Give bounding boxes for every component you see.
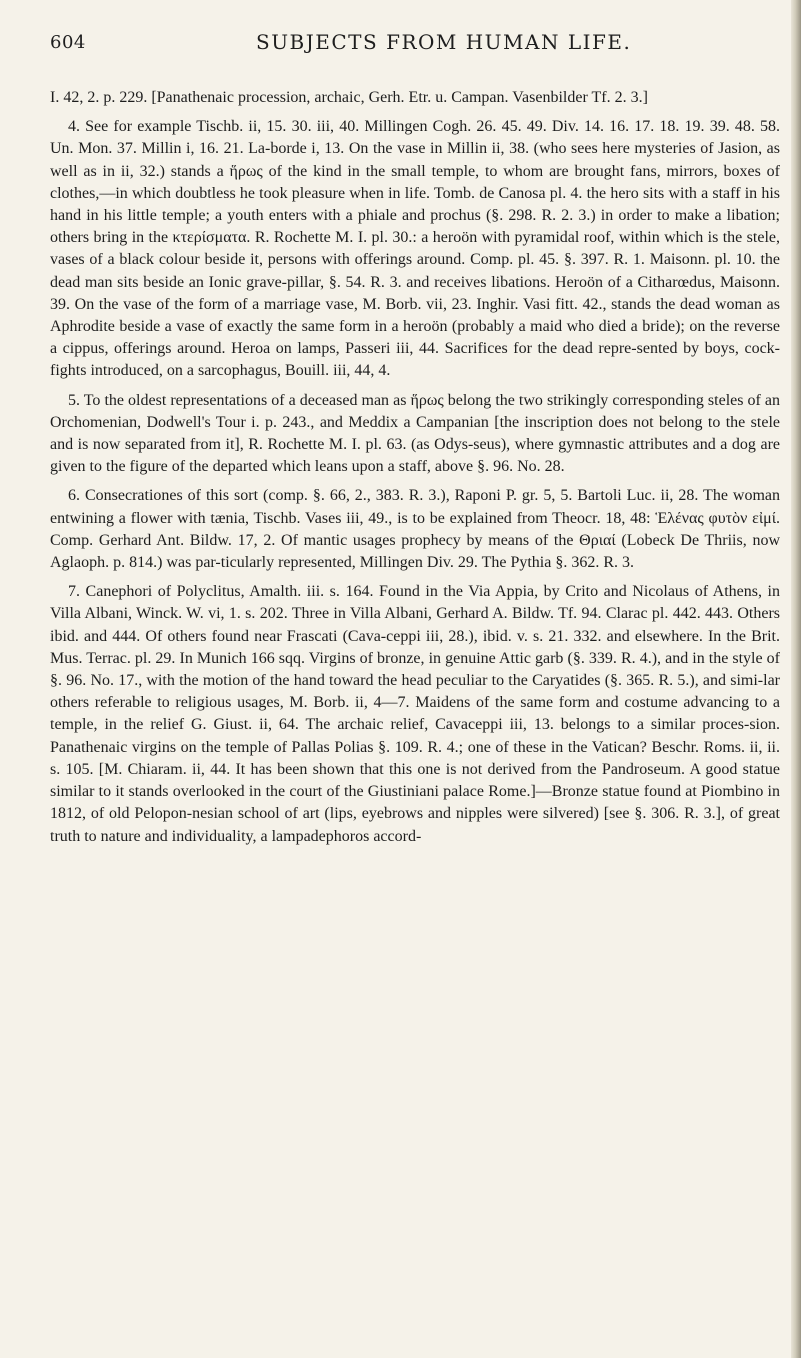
note-4: 4. See for example Tischb. ii, 15. 30. iii, 40. Millingen Cogh. 26. 45. 49. Div. 14. 16. 17. 18. 19. 39. 48. 58. Un. Mon. 37. Millin i, 16. 21. La-borde i, 13. On the vase in Millin ii, 38. (who sees here mysteries of Jasion, as well as in ii, 32.) stands a ἥρως of the kind in the small temple, to whom are brought fans, mirrors, boxes of clothes,—in which doubtless he took pleasure when in life. Tomb. de Canosa pl. 4. the hero sits with a staff in his hand in his little temple; a youth enters with a phiale and prochus (§. 298. R. 2. 3.) in order to make a libation; others bring in the κτερίσματα. R. Rochette M. I. pl. 30.: a heroön with pyramidal roof, within which is the stele, vases of a black colour beside it, persons with offerings around. Comp. pl. 45. §. 397. R. 1. Maisonn. pl. 10. the dead man sits beside an Ionic grave-pillar, §. 54. R. 3. and receives libations. Heroön of a Citharœdus, Maisonn. 39. On the vase of the form of a marriage vase, M. Borb. vii, 23. Inghir. Vasi fitt. 42., stands the dead woman as Aphrodite beside a vase of exactly the same form in a heroön (probably a maid who died a bride); on the reverse a cippus, offerings around. Heroa on lamps, Passeri iii, 44. Sacrifices for the dead repre-sented by boys, cock-fights introduced, on a sarcophagus, Bouill. iii, 44, 4. xyxy=(50,118,780,380)
footnote-text xyxy=(50,87,780,855)
note-5: 5. To the oldest representations of a deceased man as ἥρως belong the two strikingly corresponding steles of an Orchomenian, Dodwell's Tour i. p. 243., and Meddix a Campanian [the inscription does not belong to the stele and is now separated from it], R. Rochette M. I. pl. 63. (as Odys-seus), where gymnastic attributes and a dog are given to the figure of the departed which leans upon a staff, above §. 96. No. 28. xyxy=(50,391,780,476)
page-number: 604 xyxy=(50,32,86,53)
page-edge-shadow xyxy=(791,0,801,1358)
note-7: 7. Canephori of Polyclitus, Amalth. iii. s. 164. Found in the Via Appia, by Crito and Nicolaus of Athens, in Villa Albani, Winck. W. vi, 1. s. 202. Three in Villa Albani, Gerhard A. Bildw. Tf. 94. Clarac pl. 442. 443. Others ibid. and 444. Of others found near Frascati (Cava-ceppi iii, 28.), ibid. v. s. 21. 332. and elsewhere. In the Brit. Mus. Terrac. pl. 29. In Munich 166 sqq. Virgins of bronze, in genuine Attic garb (§. 339. R. 4.), and in the style of §. 96. No. 17., with the motion of the hand toward the head peculiar to the Caryatides (§. 365. R. 5.), and simi-lar others referable to religious usages, M. Borb. ii, 4—7. Maidens of the same form and costume advancing to a temple, in the relief G. Giust. ii, 64. The archaic relief, Cavaceppi iii, 13. belongs to a similar proces-sion. Panathenaic virgins on the temple of Pallas Polias §. 109. R. 4.; one of these in the Vatican? Beschr. Roms. ii, ii. s. 105. [M. Chiaram. ii, 44. It has been shown that this one is not derived from the Pandroseum. A good statue similar to it stands overlooked in the court of the Giustiniani palace Rome.]—Bronze statue found at Piombino in 1812, of old Pelopon-nesian school of art (lips, eyebrows and nipples were silvered) [see §. 306. R. 3.], of great truth to nature and individuality, a lampadephoros accord- xyxy=(50,583,780,845)
page-header xyxy=(50,30,750,60)
running-head: SUBJECTS FROM HUMAN LIFE. xyxy=(256,30,632,54)
note-6: 6. Consecrationes of this sort (comp. §. 66, 2., 383. R. 3.), Raponi P. gr. 5, 5. Bartoli Luc. ii, 28. The woman entwining a flower with tænia, Tischb. Vases iii, 49., is to be explained from Theocr. 18, 48: Ἑλένας φυτὸν εἰμί. Comp. Gerhard Ant. Bildw. 17, 2. Of mantic usages prophecy by means of the Θριαί (Lobeck De Thriis, now Aglaoph. p. 814.) was par-ticularly represented, Millingen Div. 29. The Pythia §. 362. R. 3. xyxy=(50,487,780,572)
paragraph-continuation: I. 42, 2. p. 229. [Panathenaic procession, archaic, Gerh. Etr. u. Campan. Vasenbilder Tf. 2. 3.] xyxy=(50,89,648,106)
